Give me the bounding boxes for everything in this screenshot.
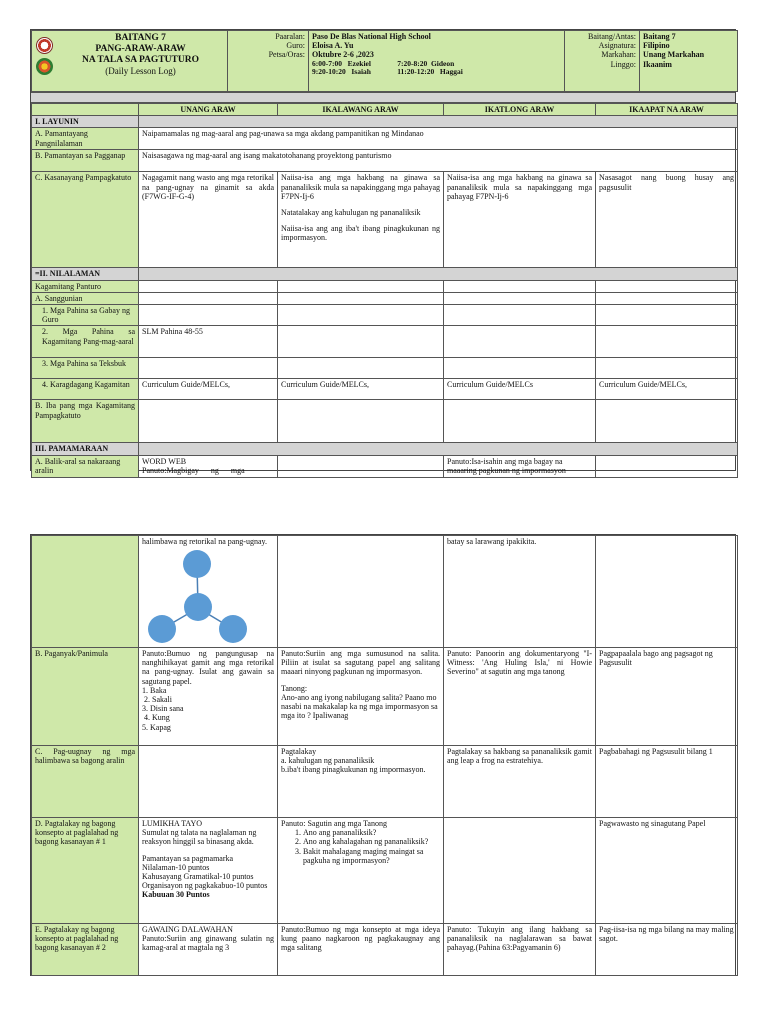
header-values-left [309,31,565,92]
main-table-p1 [31,103,738,478]
lumikha-tayo-title: LUMIKHA TAYO [142,819,203,828]
rubric-total: Kabuuan 30 Puntos [142,890,210,900]
pag-uugnay-day3: Pagtalakay sa hakbang sa pananaliksik gamit ang leap a frog na estratehiya. [444,746,596,818]
main-table-p2 [31,535,738,976]
sagutin-item-2: 2. Ano ang kahalagahan ng pananaliksik? [303,837,440,846]
pagtalakay-title: Pagtalakay [281,747,317,756]
header-separator [31,92,735,103]
baitang-label: Baitang/Antas: [588,32,636,41]
paganyak-day3: Panuto: Panoorin ang dokumentaryong "I-Witness: 'Ang Huling Isla,' ni Howie Severino" at sagutin ang mga tanong [444,648,596,746]
asignatura-value: Filipino [643,41,670,51]
paaralan-value: Paso De Blas National High School [312,32,431,41]
section-layunin-bar [139,116,738,128]
pagtalakay-2-day4: Pag-iisa-isa ng mga bilang na may maling sagot. [596,924,738,976]
balik-aral-day1 [139,455,278,477]
title-line-1: BAITANG 7 [115,33,166,43]
kasanayan-day2-c: Naiisa-isa ang ang iba't ibang pinagkukunan ng impormasyon. [281,224,440,243]
paganyak-day2-tanong: Tanong: [281,683,308,693]
section-nilalaman-bar [139,268,738,280]
lumikha-tayo-text: Sumulat ng talata na naglalaman ng reaksyon hinggil sa binasang akda. [142,828,257,847]
pagtalakay-2-day2: Panuto:Bumuo ng mga konsepto at mga ideya kung paano nagkaroon ng pagkakaugnay ang mga salitang [278,924,444,976]
sagutin-item-1: 1. Ano ang pananaliksik? [303,828,440,837]
pagtalakay-1-day2 [278,818,444,924]
title-line-4: (Daily Lesson Log) [105,65,176,76]
linggo-value: Ikaanim [643,59,672,69]
header-labels-right [565,31,640,92]
pagtalakay-b: b.iba't ibang pinagkukunan ng impormasyon. [281,765,426,775]
paganyak-item-1: 1. Baka [142,685,167,695]
pagtalakay-1-day1 [139,818,278,924]
row-pamantayang-pangnilalaman-text: Naipamamalas ng mag-aaral ang pag-unawa sa mga akdang pampanitikan ng Mindanao [139,128,738,150]
row-pamantayan-pagganap-text: Naisasagawa ng mag-aaral ang isang makatotohanang proyektong panturismo [139,150,738,172]
row-karagdagang-kagamitan: 4. Karagdagang Kagamitan [32,379,139,400]
row-iba-pang-kagamitan: B. Iba pang mga Kagamitang Pampagkatuto [32,400,139,443]
row-teksbuk: 3. Mga Pahina sa Teksbuk [32,358,139,379]
kasanayan-day1: Nagagamit nang wasto ang mga retorikal na pang-ugnay na ginamit sa akda (F7WG-IF-G-4) [139,172,278,268]
rubric-2: Kahusayang Gramatikal-10 puntos [142,871,254,881]
sagutin-item-3: 3. Bakit mahalagang maging maingat sa pagkuha ng impormasyon? [303,847,440,865]
web-node-left [148,615,176,643]
paganyak-day4: Pagpapaalala bago ang pagsagot ng Pagsusulit [596,648,738,746]
section-layunin-title: I. LAYUNIN [32,116,139,128]
word-web-instruction-cont: halimbawa ng retorikal na pang-ugnay. [142,537,267,546]
kasanayan-day4: Nasasagot nang buong husay ang pagsusulit [596,172,738,268]
petsa-value: Oktubre 2-6 ,2023 [312,50,374,60]
paganyak-item-4: 4. Kung [144,713,170,723]
pag-uugnay-day2 [278,746,444,818]
gawaing-dalawahan-text: Panuto:Suriin ang ginawang sulatin ng kamag-aral at magtala ng 3 [142,934,274,953]
karagdagang-day2: Curriculum Guide/MELCs, [278,379,444,400]
lesson-log-page-2 [30,534,736,976]
row-pagtalakay-2-label: E. Pagtalakay ng bagong konsepto at paglalahad ng bagong kasanayan # 2 [32,924,139,976]
web-node-center [184,593,212,621]
kagamitang-mag-aaral-day1: SLM Pahina 48-55 [139,326,278,358]
day-header-1: UNANG ARAW [139,104,278,116]
web-node-right [219,615,247,643]
asignatura-label: Asignatura: [598,41,636,51]
day-header-3: IKATLONG ARAW [444,104,596,116]
header-title-cell [32,31,228,92]
oras-line-1: 6:00-7:00 Ezekiel 7:20-8:20 Gideon [312,58,455,68]
pagtalakay-2-day3: Panuto: Tukuyin ang ilang hakbang sa pananaliksik na naglalarawan sa bawat pahayag.(Pahina 63:Pagyamanin 6) [444,924,596,976]
day-header-4: IKAAPAT NA ARAW [596,104,738,116]
row-pamantayan-pagganap-label: B. Pamantayan sa Pagganap [32,150,139,172]
pagtalakay-2-day1 [139,924,278,976]
gawaing-dalawahan-title: GAWAING DALAWAHAN [142,925,233,934]
guro-value: Eloisa A. Yu [312,41,354,51]
paganyak-item-3: 3. Disin sana [142,704,184,714]
karagdagang-day4: Curriculum Guide/MELCs, [596,379,738,400]
pagtalakay-1-day4: Pagwawasto ng sinagutang Papel [596,818,738,924]
kasanayan-day2 [278,172,444,268]
sagutin-instruction: Panuto: Sagutin ang mga Tanong [281,819,387,828]
markahan-label: Markahan: [601,50,636,60]
row-kagamitang-mag-aaral: 2. Mga Pahina sa Kagamitang Pang-mag-aaral [32,326,139,358]
pamantayan-title: Pamantayan sa pagmamarka [142,853,234,863]
paganyak-day1 [139,648,278,746]
kasanayan-day3: Naiisa-isa ang mga hakbang na ginawa sa pananaliksik mula sa napakinggang mga pahayag F7PN-Ij-6 [444,172,596,268]
kasanayan-day2-b: Natatalakay ang kahulugan ng pananaliksik [281,207,421,217]
header-table [31,30,738,92]
paganyak-day2-intro: Panuto:Suriin ang mga sumusunod na salita. Piliin at isulat sa sagutang papel ang salitang maaari ninyong pagkunan ng impormasyon. [281,649,440,677]
rubric-1: Nilalaman-10 puntos [142,862,210,872]
section-nilalaman-title: =II. NILALAMAN [32,268,139,280]
row-pag-uugnay-label: C. Pag-uugnay ng mga halimbawa sa bagong aralin [32,746,139,818]
guro-label: Guro: [286,41,305,51]
karagdagang-day3: Curriculum Guide/MELCs [444,379,596,400]
balik-aral-cont-day1 [139,536,278,648]
balik-aral-day3: Panuto:Isa-isahin ang mga bagay na maaaring pagkunan ng impormasyon [444,455,596,477]
row-sanggunian: A. Sanggunian [32,292,139,304]
web-node-top [183,550,211,578]
paganyak-day2-question: Ano-ano ang iyong nabilugang salita? Paano mo nasabi na makakalap ka ng mga impormasyon sa mga ito ? Ipaliwanag [281,692,438,721]
balik-aral-cont-label [32,536,139,648]
word-web-diagram [142,548,252,644]
paganyak-item-2: 2. Sakali [144,694,172,704]
linggo-label: Linggo: [610,59,636,69]
school-seal-icon [36,37,53,54]
rubric-3: Organisayon ng pagkakabuo-10 puntos [142,881,268,891]
title-line-2: PANG-ARAW-ARAW [95,43,186,54]
day-header-2: IKALAWANG ARAW [278,104,444,116]
deped-logo-icon [36,58,53,75]
baitang-value: Baitang 7 [643,32,676,41]
day-header-blank [32,104,139,116]
petsa-label: Petsa/Oras: [268,50,305,60]
paganyak-day1-intro: Panuto:Bumuo ng pangungusap na nanghihikayat gamit ang mga retorikal na pang-ugnay. Isulat ang gawain sa sagutang papel. [142,649,274,686]
word-web-instruction: Panuto:Magbigay ng mga [142,465,245,475]
row-pamantayang-pangnilalaman-label: A. Pamantayang Pangnilalaman [32,128,139,150]
row-paganyak-label: B. Paganyak/Panimula [32,648,139,746]
header-labels-left [228,31,309,92]
kasanayan-day2-a: Naiisa-isa ang mga hakbang na ginawa sa pananaliksik mula sa napakinggang mga pahayag F7PN-Ij-6 [281,173,440,201]
paganyak-day2 [278,648,444,746]
paganyak-item-5: 5. Kapag [142,722,171,732]
header-values-right [640,31,738,92]
pagtalakay-a: a. kahulugan ng pananaliksik [281,756,375,766]
karagdagang-day1: Curriculum Guide/MELCs, [139,379,278,400]
title-line-3: NA TALA SA PAGTUTURO [82,54,199,65]
row-kasanayan-label: C. Kasanayang Pampagkatuto [32,172,139,268]
balik-aral-cont-day3: batay sa larawang ipakikita. [444,536,596,648]
row-gabay-guro: 1. Mga Pahina sa Gabay ng Guro [32,304,139,325]
pag-uugnay-day4: Pagbabahagi ng Pagsusulit bilang 1 [596,746,738,818]
row-kagamitang-panturo: Kagamitang Panturo [32,280,139,292]
paaralan-label: Paaralan: [275,32,305,41]
sagutin-list [281,828,440,865]
oras-line-2: 9:20-10:20 Isaiah 11:20-12:20 Haggai [312,67,463,77]
row-balik-aral-label: A. Balik-aral sa nakaraang aralin [32,455,139,477]
section-pamamaraan-title: III. PAMAMARAAN [32,443,139,455]
markahan-value: Unang Markahan [643,50,705,60]
word-web-title: WORD WEB [142,456,187,466]
lesson-log-page-1 [30,29,736,475]
row-pagtalakay-1-label: D. Pagtalakay ng bagong konsepto at paglalahad ng bagong kasanayan # 1 [32,818,139,924]
section-pamamaraan-bar [139,443,738,455]
